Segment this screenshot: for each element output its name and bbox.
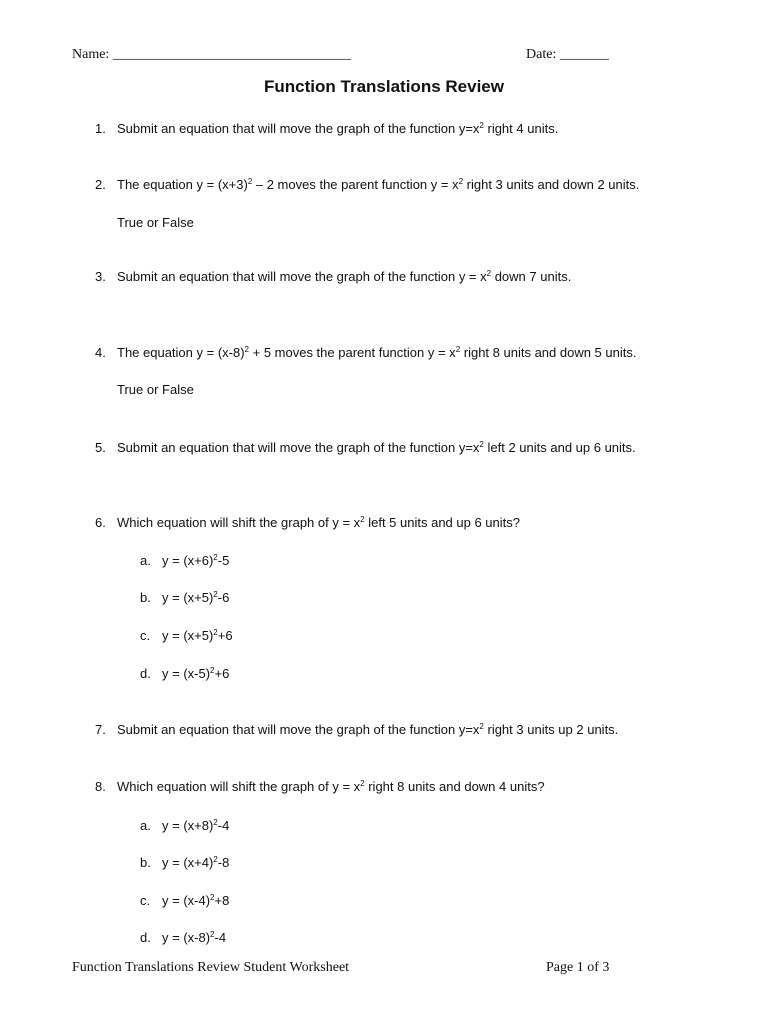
option-text: $y = (x-8)^2-4$ — [162, 930, 227, 945]
option-text: $y = (x+6)^2-5$ — [162, 553, 230, 568]
option-letter: d. — [140, 930, 151, 945]
question-text: The equation $y = (x+3)^2 - 2$ moves the parent function $y = x^2$ right 3 units and down 2 units. — [117, 177, 640, 192]
option-letter: c. — [140, 893, 151, 908]
question-number: 8. — [95, 779, 106, 794]
option-letter: a. — [140, 818, 151, 833]
option-text: $y = (x+8)^2-4$ — [162, 818, 230, 833]
option-letter: a. — [140, 553, 151, 568]
option-text: $y = (x+4)^2-8$ — [162, 855, 230, 870]
question-text: Which equation will shift the graph of $y = x^2$ left 5 units and up 6 units? — [117, 515, 520, 530]
page-title: Function Translations Review — [264, 77, 504, 96]
question-number: 2. — [95, 177, 106, 192]
question-number: 5. — [95, 440, 106, 455]
true-false-prompt: True or False — [117, 382, 194, 397]
footer-title: Function Translations Review Student Worksheet — [72, 960, 350, 975]
question-number: 3. — [95, 269, 106, 284]
date-field-label: Date: _______ — [526, 47, 609, 62]
question-number: 7. — [95, 722, 106, 737]
question-text: Submit an equation that will move the graph of the function $y=x^2$ right 4 units. — [117, 121, 559, 136]
name-field-label: Name: __________________________________ — [72, 47, 351, 62]
option-letter: d. — [140, 666, 151, 681]
option-text: $y = (x+5)^2+6$ — [162, 628, 233, 643]
true-false-prompt: True or False — [117, 215, 194, 230]
question-text: Which equation will shift the graph of $y = x^2$ right 8 units and down 4 units? — [117, 779, 545, 794]
question-number: 4. — [95, 345, 106, 360]
option-letter: b. — [140, 855, 151, 870]
option-letter: c. — [140, 628, 151, 643]
question-number: 6. — [95, 515, 106, 530]
option-text: $y = (x+5)^2-6$ — [162, 590, 230, 605]
option-letter: b. — [140, 590, 151, 605]
page-number: Page 1 of 3 — [546, 960, 610, 975]
question-text: The equation $y = (x-8)^2 + 5$ moves the parent function $y = x^2$ right 8 units and down 5 units. — [117, 345, 637, 360]
question-text: Submit an equation that will move the graph of the function $y=x^2$ left 2 units and up 6 units. — [117, 440, 636, 455]
option-text: $y = (x-4)^2+8$ — [162, 893, 230, 908]
option-text: $y = (x-5)^2+6$ — [162, 666, 230, 681]
question-text: Submit an equation that will move the graph of the function $y=x^2$ right 3 units up 2 units. — [117, 722, 619, 737]
question-number: 1. — [95, 121, 106, 136]
question-text: Submit an equation that will move the graph of the function $y = x^2$ down 7 units. — [117, 269, 572, 284]
